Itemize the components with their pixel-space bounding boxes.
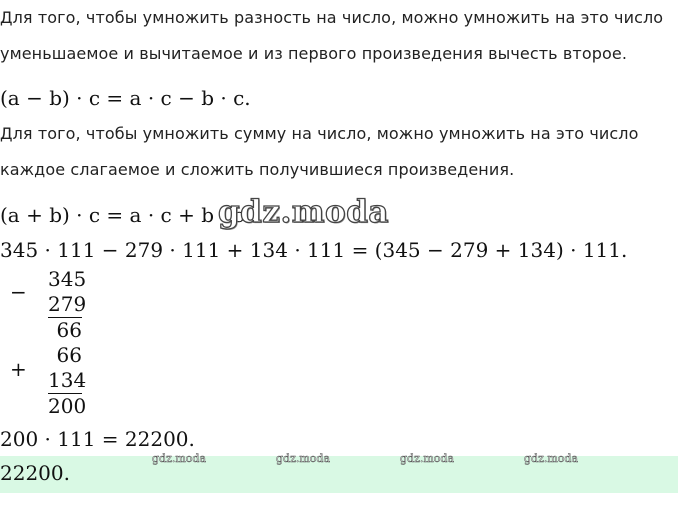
difference-result: 66 [56, 318, 82, 342]
formula-sum-rule: (a + b) · c = a · c + b · c. [0, 203, 251, 227]
text-line: каждое слагаемое и сложить получившиеся произведения. [0, 160, 515, 179]
subtrahend: 279 [48, 292, 87, 316]
addend-first: 66 [56, 343, 82, 367]
formula-expression: 345 · 111 − 279 · 111 + 134 · 111 = (345 − 279 + 134) · 111. [0, 238, 628, 262]
watermark-small: gdz.moda [152, 452, 207, 465]
answer-value: 22200. [0, 461, 70, 485]
plus-operator: + [10, 357, 27, 381]
watermark-small: gdz.moda [524, 452, 579, 465]
watermark-large: gdz.moda [218, 194, 389, 230]
formula-product: 200 · 111 = 22200. [0, 427, 195, 451]
watermark-small: gdz.moda [400, 452, 455, 465]
minus-operator: − [10, 280, 27, 304]
text-line: Для того, чтобы умножить разность на число, можно умножить на это число [0, 8, 664, 27]
text-line: Для того, чтобы умножить сумму на число, можно умножить на это число [0, 124, 639, 143]
text-line: уменьшаемое и вычитаемое и из первого произведения вычесть второе. [0, 44, 628, 63]
minuend: 345 [48, 267, 87, 291]
watermark-small: gdz.moda [276, 452, 331, 465]
sum-result: 200 [48, 394, 87, 418]
addend-second: 134 [48, 368, 87, 392]
formula-difference-rule: (a − b) · c = a · c − b · c. [0, 86, 251, 110]
